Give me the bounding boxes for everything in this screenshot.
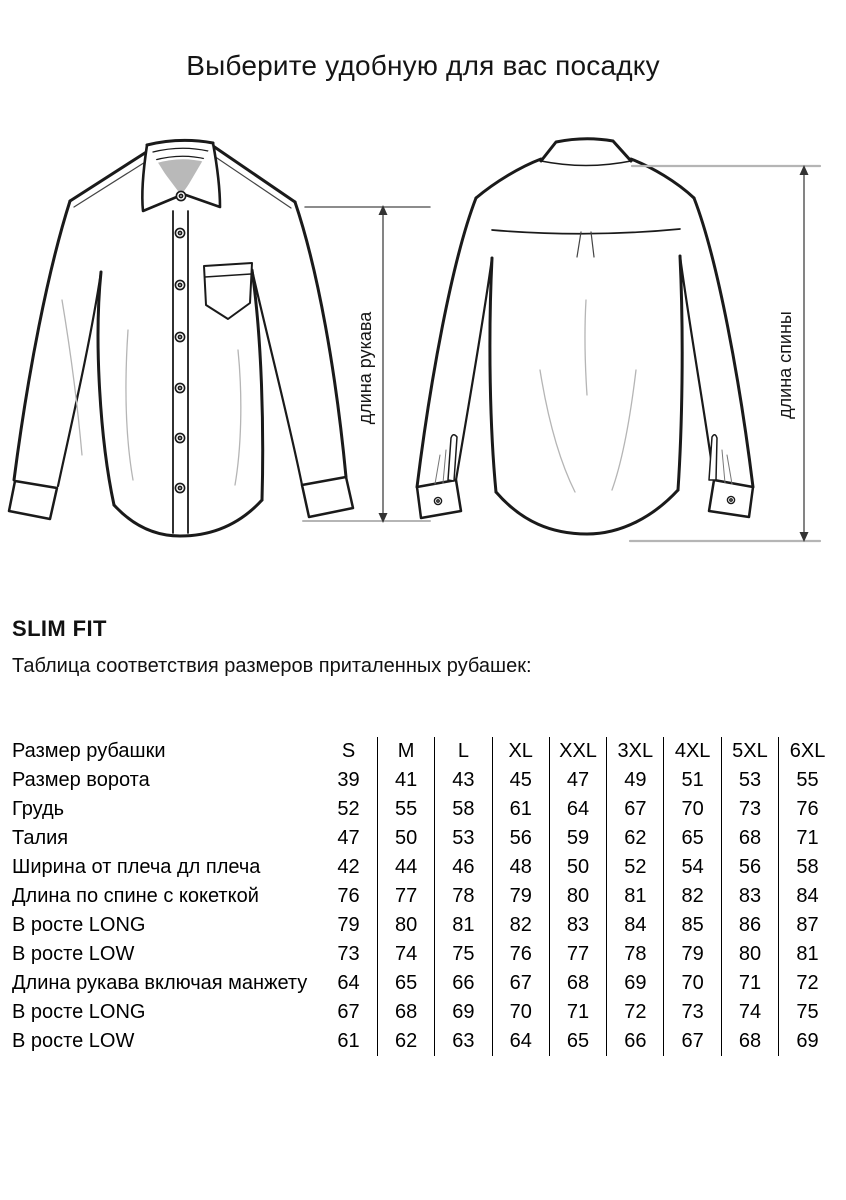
page-title: Выберите удобную для вас посадку	[186, 50, 660, 81]
table-row	[12, 882, 836, 911]
row-label: Длина рукава включая манжету	[12, 972, 308, 994]
size-value: 71	[549, 998, 606, 1027]
fit-subtitle: Таблица соответствия размеров приталенных рубашек:	[12, 655, 532, 677]
size-value: 68	[549, 969, 606, 998]
size-value: 46	[435, 853, 492, 882]
size-value: 65	[549, 1027, 606, 1056]
size-value: 51	[664, 766, 721, 795]
size-value: 54	[664, 853, 721, 882]
sleeve-length-label: длина рукава	[355, 311, 375, 425]
size-value: 52	[607, 853, 664, 882]
size-column-header: XL	[492, 737, 549, 766]
back-length-label: длина спины	[775, 311, 795, 419]
size-value: 62	[377, 1027, 434, 1056]
table-row	[12, 795, 836, 824]
row-label: Ширина от плеча дл плеча	[12, 856, 261, 878]
size-value: 73	[664, 998, 721, 1027]
size-value: 67	[337, 1001, 360, 1023]
size-value: 71	[721, 969, 778, 998]
row-label: Грудь	[12, 798, 65, 820]
size-value: 44	[377, 853, 434, 882]
size-value: 47	[549, 766, 606, 795]
size-value: 75	[779, 998, 836, 1027]
size-value: 82	[492, 911, 549, 940]
size-value: 79	[664, 940, 721, 969]
size-value: 63	[435, 1027, 492, 1056]
size-value: 84	[607, 911, 664, 940]
table-row	[12, 853, 836, 882]
size-value: 69	[779, 1027, 836, 1056]
size-value: 55	[779, 766, 836, 795]
size-value: 75	[435, 940, 492, 969]
size-value: 62	[607, 824, 664, 853]
size-value: 80	[721, 940, 778, 969]
size-value: 81	[435, 911, 492, 940]
size-column-header: 6XL	[779, 737, 836, 766]
table-row	[12, 824, 836, 853]
size-column-header: XXL	[549, 737, 606, 766]
table-row	[12, 1027, 836, 1056]
size-value: 78	[607, 940, 664, 969]
size-value: 53	[721, 766, 778, 795]
size-value: 74	[721, 998, 778, 1027]
row-label: Размер рубашки	[12, 740, 166, 762]
size-value: 72	[779, 969, 836, 998]
size-column-header: 3XL	[607, 737, 664, 766]
size-value: 48	[492, 853, 549, 882]
size-value: 45	[492, 766, 549, 795]
size-value: 52	[337, 798, 360, 820]
row-label: Длина по спине с кокеткой	[12, 885, 259, 907]
size-value: 53	[435, 824, 492, 853]
row-label: Размер ворота	[12, 769, 150, 791]
size-value: 59	[549, 824, 606, 853]
size-value: 64	[492, 1027, 549, 1056]
shirt-diagram	[0, 115, 846, 565]
size-value: 73	[337, 943, 360, 965]
size-value: 43	[435, 766, 492, 795]
size-value: 70	[492, 998, 549, 1027]
shirt-back-drawing	[417, 139, 753, 534]
size-value: 78	[435, 882, 492, 911]
size-value: 67	[664, 1027, 721, 1056]
size-value: 83	[549, 911, 606, 940]
size-value: 72	[607, 998, 664, 1027]
table-row	[12, 969, 836, 998]
size-value: 87	[779, 911, 836, 940]
sleeve-length-arrow	[303, 205, 430, 523]
size-value: 79	[492, 882, 549, 911]
size-value: 58	[435, 795, 492, 824]
size-column-header: L	[435, 737, 492, 766]
size-value: 67	[492, 969, 549, 998]
row-label: В росте LONG	[12, 914, 146, 936]
size-value: 41	[377, 766, 434, 795]
row-label: В росте LONG	[12, 1001, 146, 1023]
size-value: 55	[377, 795, 434, 824]
row-label: В росте LOW	[12, 1030, 135, 1052]
size-value: 81	[779, 940, 836, 969]
size-value: 66	[607, 1027, 664, 1056]
table-row	[12, 998, 836, 1027]
size-value: 81	[607, 882, 664, 911]
size-value: 69	[435, 998, 492, 1027]
fit-heading: SLIM FIT	[12, 616, 107, 641]
size-value: 80	[377, 911, 434, 940]
size-value: 79	[337, 914, 360, 936]
size-value: 42	[337, 856, 360, 878]
size-value: 77	[377, 882, 434, 911]
size-value: 84	[779, 882, 836, 911]
cuff-buttons	[434, 496, 734, 504]
size-column-header: M	[377, 737, 434, 766]
size-value: 70	[664, 795, 721, 824]
chest-pocket	[204, 263, 252, 319]
row-label: Талия	[12, 827, 69, 849]
size-value: 80	[549, 882, 606, 911]
size-value: 56	[492, 824, 549, 853]
size-value: 76	[779, 795, 836, 824]
size-column-header: 4XL	[664, 737, 721, 766]
size-value: 71	[779, 824, 836, 853]
size-value: 73	[721, 795, 778, 824]
size-value: 77	[549, 940, 606, 969]
size-table-header-row	[12, 737, 836, 766]
size-value: 67	[607, 795, 664, 824]
size-value: 68	[721, 1027, 778, 1056]
size-value: 69	[607, 969, 664, 998]
size-value: 64	[337, 972, 360, 994]
table-row	[12, 766, 836, 795]
size-value: 50	[377, 824, 434, 853]
size-value: 65	[664, 824, 721, 853]
size-value: 61	[337, 1030, 360, 1052]
size-value: 64	[549, 795, 606, 824]
size-column-header: 5XL	[721, 737, 778, 766]
size-value: 68	[377, 998, 434, 1027]
size-value: 74	[377, 940, 434, 969]
row-label: В росте LOW	[12, 943, 135, 965]
size-value: 76	[492, 940, 549, 969]
size-value: 83	[721, 882, 778, 911]
size-table	[12, 737, 836, 1056]
size-value: 47	[337, 827, 360, 849]
size-value: 66	[435, 969, 492, 998]
size-value: 70	[664, 969, 721, 998]
size-value: 39	[337, 769, 360, 791]
size-value: 85	[664, 911, 721, 940]
size-value: 56	[721, 853, 778, 882]
size-value: 50	[549, 853, 606, 882]
size-value: 82	[664, 882, 721, 911]
size-value: 76	[337, 885, 360, 907]
size-value: 61	[492, 795, 549, 824]
size-value: 58	[779, 853, 836, 882]
cuff-placket	[448, 435, 717, 481]
shirt-front-drawing	[9, 140, 353, 536]
size-value: 68	[721, 824, 778, 853]
table-row	[12, 911, 836, 940]
table-row	[12, 940, 836, 969]
size-value: 86	[721, 911, 778, 940]
size-column-header: S	[341, 740, 356, 762]
size-value: 65	[377, 969, 434, 998]
front-buttons	[175, 191, 185, 492]
size-value: 49	[607, 766, 664, 795]
